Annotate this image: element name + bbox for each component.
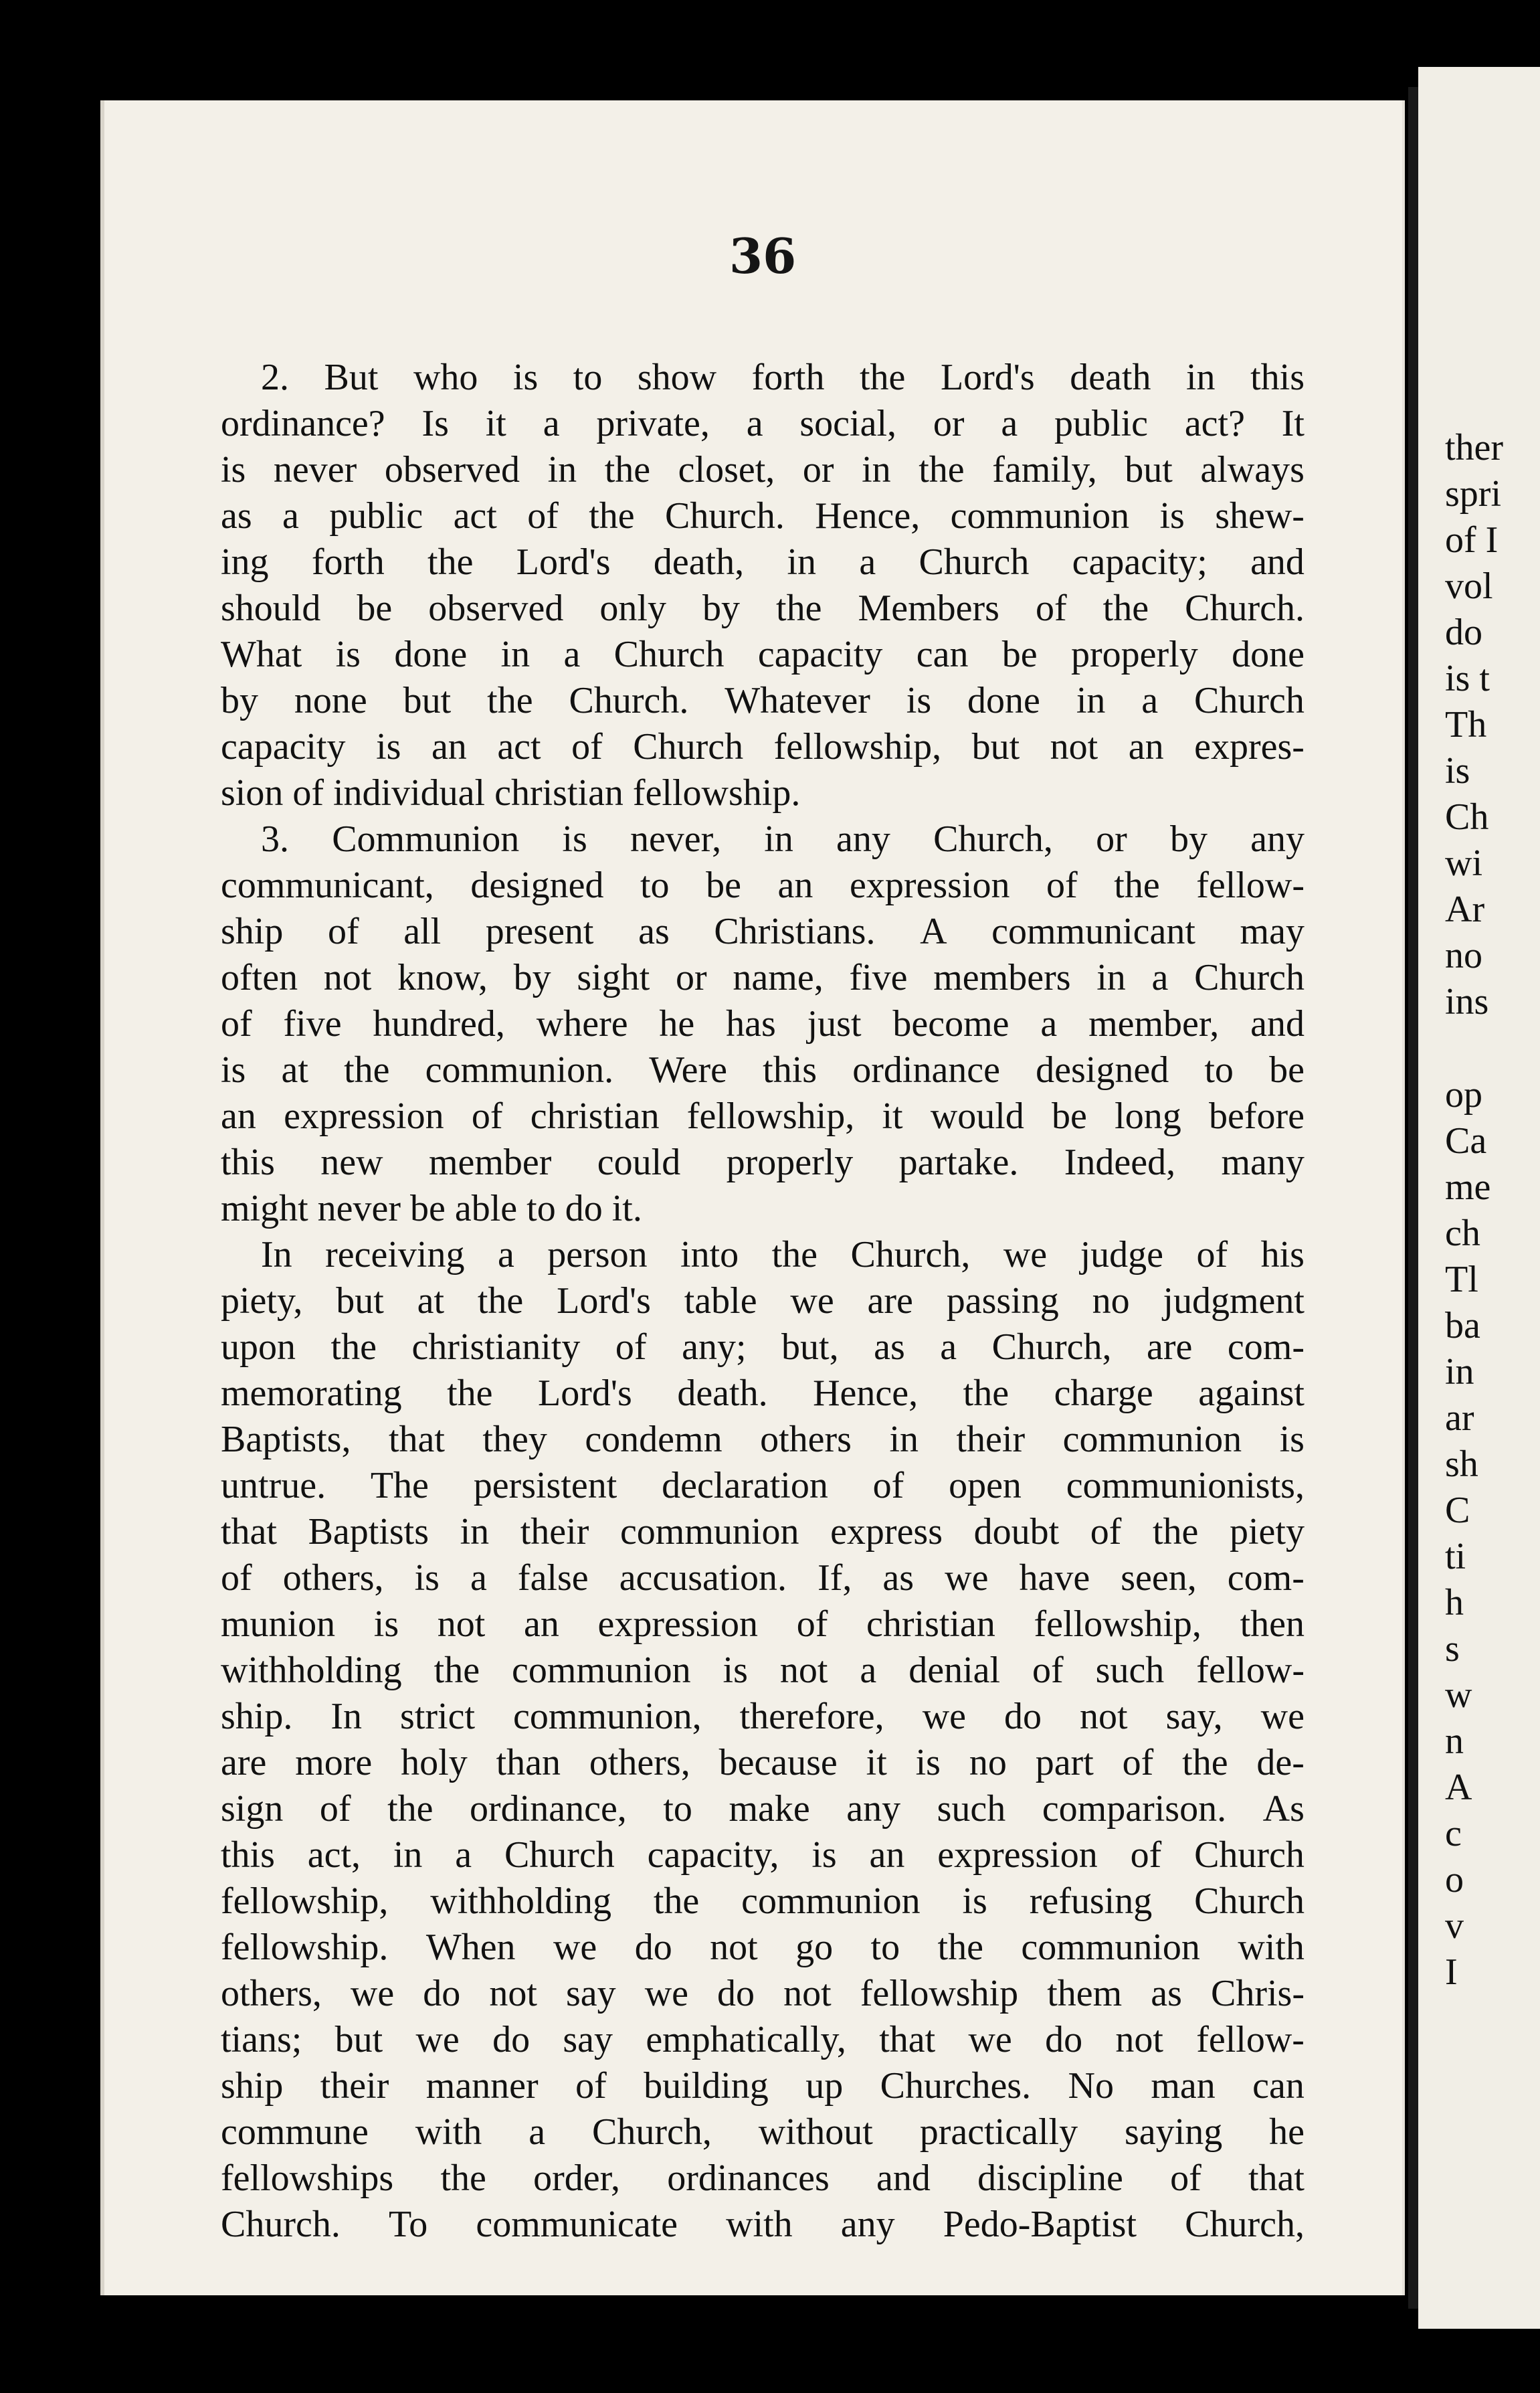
text-line: piety, but at the Lord's table we are passing no judgment (221, 1280, 1305, 1322)
facing-page-line: ch (1445, 1213, 1480, 1254)
facing-page-line: vol (1445, 565, 1493, 607)
text-line: of others, is a false accusation. If, as we have seen, com- (221, 1557, 1305, 1599)
text-line: ship of all present as Christians. A communicant may (221, 911, 1305, 952)
facing-page-fragment (1418, 67, 1540, 2329)
facing-page-text (1445, 425, 1540, 1996)
facing-page-line: C (1445, 1490, 1470, 1531)
facing-page-line: ther (1445, 427, 1504, 468)
facing-page-line: of I (1445, 519, 1499, 561)
text-line: should be observed only by the Members of the Church. (221, 588, 1305, 629)
text-line: is at the communion. Were this ordinance designed to be (221, 1049, 1305, 1091)
facing-page-line: v (1445, 1905, 1464, 1947)
facing-page-line: c (1445, 1813, 1462, 1854)
facing-page-line: A (1445, 1767, 1472, 1808)
text-line: munion is not an expression of christian fellowship, then (221, 1603, 1305, 1645)
text-line: as a public act of the Church. Hence, communion is shew- (221, 495, 1305, 537)
facing-page-line: me (1445, 1166, 1491, 1208)
facing-page-line: Ar (1445, 889, 1485, 930)
facing-page-line: ar (1445, 1397, 1474, 1439)
text-line: are more holy than others, because it is no part of the de- (221, 1742, 1305, 1783)
text-line: withholding the communion is not a denial of such fellow- (221, 1650, 1305, 1691)
page-number: 36 (729, 228, 797, 284)
facing-page-line: s (1445, 1628, 1460, 1670)
facing-page-line: w (1445, 1674, 1472, 1716)
facing-page-line: Ca (1445, 1120, 1487, 1162)
facing-page-line: o (1445, 1859, 1464, 1900)
text-line: ing forth the Lord's death, in a Church capacity; and (221, 541, 1305, 583)
text-line: fellowships the order, ordinances and discipline of that (221, 2157, 1305, 2199)
text-line: 2. But who is to show forth the Lord's death in this (261, 357, 1305, 398)
text-line: tians; but we do say emphatically, that we do not fellow- (221, 2019, 1305, 2060)
text-line: others, we do not say we do not fellowship them as Chris- (221, 1973, 1305, 2014)
facing-page-line: in (1445, 1351, 1474, 1393)
facing-page-line: ti (1445, 1536, 1466, 1577)
facing-page-line: Th (1445, 704, 1487, 745)
facing-page-line: spri (1445, 473, 1501, 515)
facing-page-line: n (1445, 1720, 1464, 1762)
facing-page-line: h (1445, 1582, 1464, 1623)
text-line: an expression of christian fellowship, it would be long before (221, 1095, 1305, 1137)
facing-page-line (1445, 1025, 1540, 1072)
facing-page-line: Ch (1445, 796, 1489, 838)
facing-page-line: I (1445, 1951, 1458, 1993)
text-line: memorating the Lord's death. Hence, the charge against (221, 1372, 1305, 1414)
text-line: that Baptists in their communion express doubt of the piety (221, 1511, 1305, 1553)
book-page (100, 100, 1405, 2295)
facing-page-line: no (1445, 935, 1482, 976)
text-line: this act, in a Church capacity, is an expression of Church (221, 1834, 1305, 1876)
text-line: In receiving a person into the Church, we judge of his (261, 1234, 1305, 1275)
facing-page-line: sh (1445, 1443, 1478, 1485)
text-line: ship. In strict communion, therefore, we do not say, we (221, 1696, 1305, 1737)
facing-page-line: Tl (1445, 1259, 1478, 1300)
text-line: communicant, designed to be an expression of the fellow- (221, 865, 1305, 906)
text-line: sion of individual christian fellowship. (221, 772, 801, 814)
text-line: often not know, by sight or name, five members in a Church (221, 957, 1305, 998)
text-line: Baptists, that they condemn others in their communion is (221, 1419, 1305, 1460)
text-line: might never be able to do it. (221, 1188, 642, 1229)
facing-page-line: is (1445, 750, 1470, 792)
facing-page-line: ins (1445, 981, 1489, 1023)
text-line: sign of the ordinance, to make any such comparison. As (221, 1788, 1305, 1830)
facing-page-line: is t (1445, 658, 1490, 699)
text-line: upon the christianity of any; but, as a Church, are com- (221, 1326, 1305, 1368)
text-line: is never observed in the closet, or in the family, but always (221, 449, 1305, 491)
facing-page-line: do (1445, 612, 1482, 653)
text-line: this new member could properly partake. Indeed, many (221, 1142, 1305, 1183)
text-line: ship their manner of building up Churches. No man can (221, 2065, 1305, 2107)
text-line: of five hundred, where he has just become a member, and (221, 1003, 1305, 1045)
facing-page-line: wi (1445, 843, 1482, 884)
page-gutter (1408, 87, 1418, 2309)
text-line: fellowship. When we do not go to the communion with (221, 1927, 1305, 1968)
text-line: ordinance? Is it a private, a social, or a public act? It (221, 403, 1305, 444)
text-line: 3. Communion is never, in any Church, or by any (261, 818, 1305, 860)
facing-page-line: op (1445, 1074, 1482, 1116)
body-text (221, 355, 1305, 2248)
text-line: Church. To communicate with any Pedo-Baptist Church, (221, 2204, 1305, 2245)
text-line: by none but the Church. Whatever is done in a Church (221, 680, 1305, 721)
facing-page-line: ba (1445, 1305, 1480, 1346)
text-line: fellowship, withholding the communion is refusing Church (221, 1880, 1305, 1922)
text-line: What is done in a Church capacity can be properly done (221, 634, 1305, 675)
text-line: capacity is an act of Church fellowship, but not an expres- (221, 726, 1305, 768)
text-line: commune with a Church, without practically saying he (221, 2111, 1305, 2153)
text-line: untrue. The persistent declaration of open communionists, (221, 1465, 1305, 1506)
